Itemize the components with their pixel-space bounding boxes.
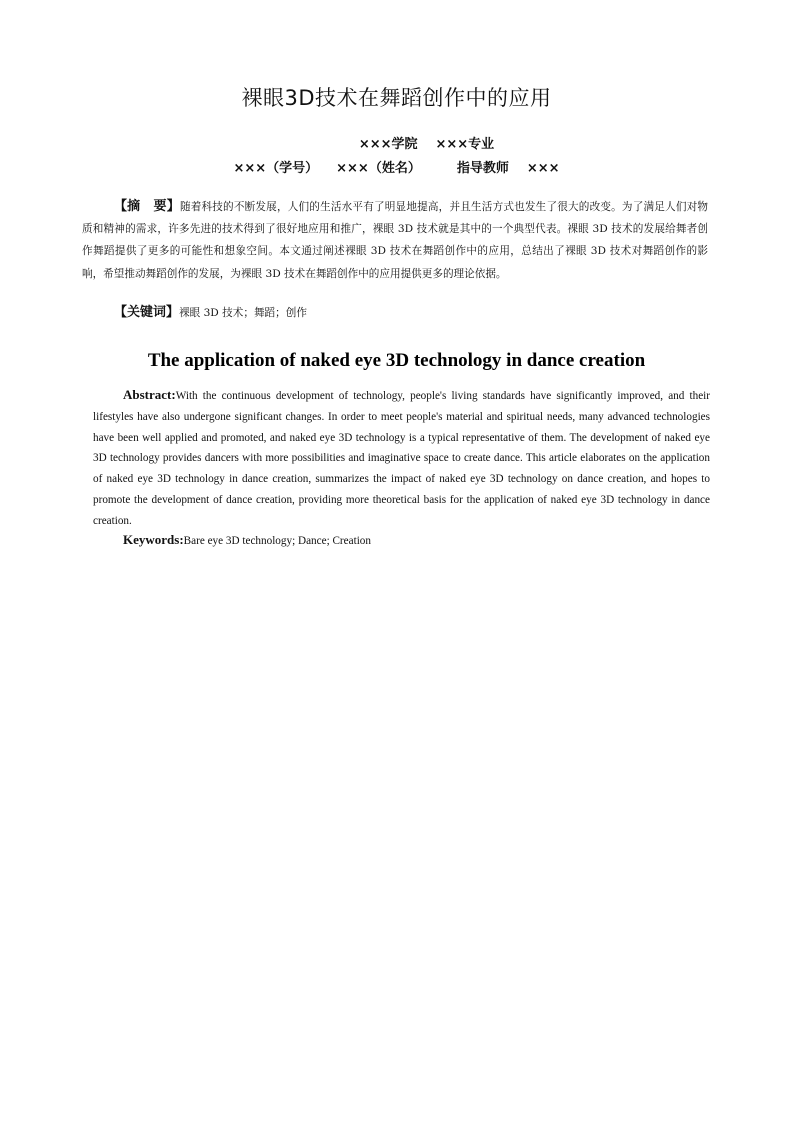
chinese-keywords bbox=[114, 301, 307, 320]
affiliation-line-1 bbox=[0, 133, 793, 152]
chinese-keywords-text: 裸眼 3D 技术；舞蹈；创作 bbox=[179, 307, 307, 319]
chinese-abstract bbox=[82, 196, 708, 285]
chinese-abstract-text: 随着科技的不断发展，人们的生活水平有了明显地提高，并且生活方式也发生了很大的改变。为了满足人们对物质和精神的需求，许多先进的技术得到了很好地应用和推广，裸眼 3D 技术就是其中的一个典型代表。裸眼 3D 技术的发展给舞者创作舞蹈提供了更多的可能性和想象空间。本文通过阐述裸眼 3D 技术在舞蹈创作中的应用，总结出了裸眼 3D 技术对舞蹈创作的影响，希望推动舞蹈创作的发展，为裸眼 3D 技术在舞蹈创作中的应用提供更多的理论依据。 bbox=[82, 201, 708, 280]
english-title: The application of naked eye 3D technology in dance creation bbox=[147, 350, 646, 371]
advisor-label: 指导教师 bbox=[456, 161, 509, 176]
major: ×××专业 bbox=[435, 137, 495, 152]
chinese-keywords-label: 【关键词】 bbox=[114, 305, 180, 320]
affiliation-line-2 bbox=[0, 157, 793, 176]
college: ×××学院 bbox=[358, 137, 418, 152]
chinese-title: 裸眼3D技术在舞蹈创作中的应用 bbox=[241, 86, 552, 110]
english-keywords-label: Keywords: bbox=[123, 532, 184, 547]
student-id: ×××（学号） bbox=[233, 161, 319, 176]
english-keywords bbox=[123, 532, 371, 548]
chinese-abstract-label: 【摘 要】 bbox=[114, 199, 180, 214]
english-abstract-label: Abstract: bbox=[123, 387, 176, 402]
english-abstract bbox=[93, 385, 710, 532]
advisor-name: ××× bbox=[526, 161, 560, 176]
student-name: ×××（姓名） bbox=[336, 161, 421, 176]
english-keywords-text: Bare eye 3D technology; Dance; Creation bbox=[183, 535, 371, 547]
english-abstract-text: With the continuous development of technology, people's living standards have significantly improved, and their lifestyles have also undergone significant changes. In order to meet people's material and spiritual needs, many advanced technologies have been well applied and promoted, and naked eye 3D technology is a typical representative of them. The development of naked eye 3D technology provides dancers with more possibilities and imaginative space to create dance. This article elaborates on the application of naked eye 3D technology in dance creation, summarizes the impact of naked eye 3D technology on dance creation, and hopes to promote the development of dance creation, providing more theoretical basis for the application of naked eye 3D technology in dance creation. bbox=[93, 390, 710, 527]
